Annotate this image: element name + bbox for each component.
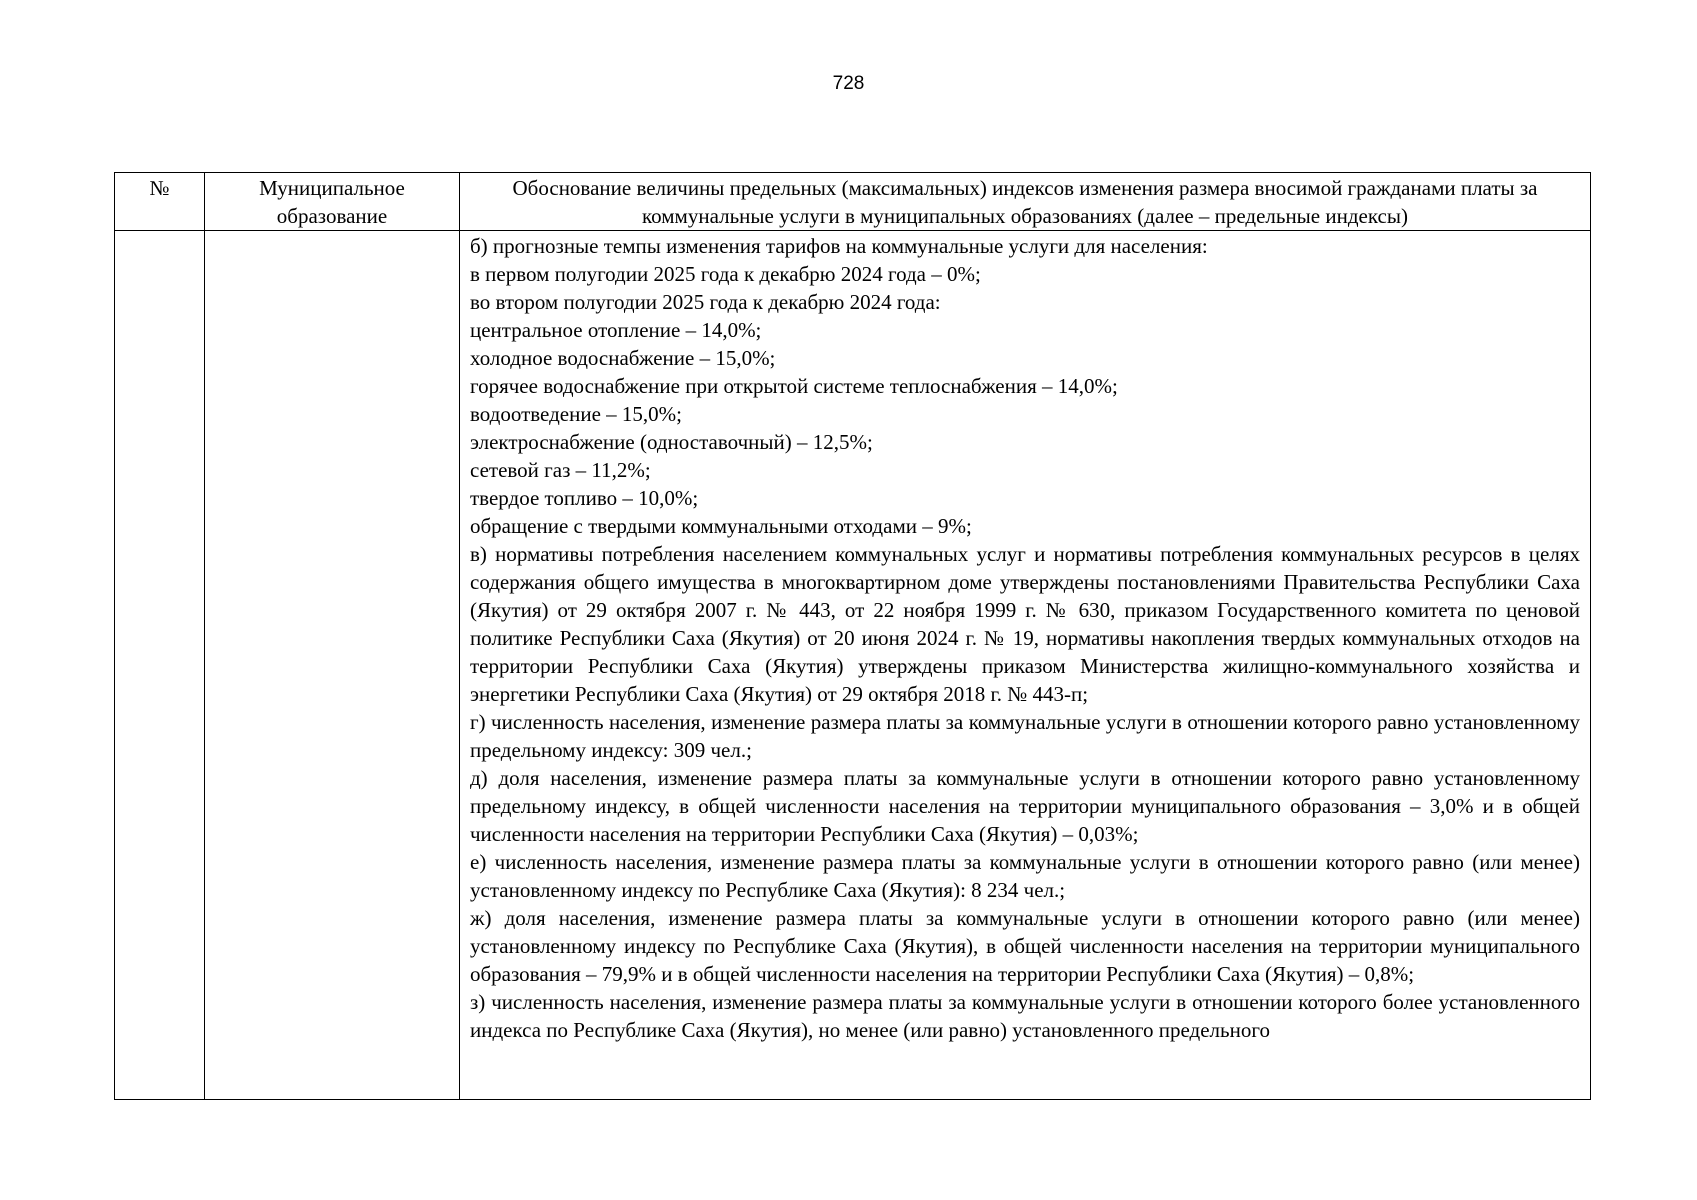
row-justification-cell bbox=[460, 231, 1591, 1100]
justification-table bbox=[114, 172, 1591, 1100]
header-number: № bbox=[115, 173, 205, 231]
table-row bbox=[115, 231, 1591, 1100]
paragraph-population-equal-limit: г) численность населения, изменение размера платы за коммунальные услуги в отношении которого равно установленному предельному индексу: 309 чел.; bbox=[470, 710, 1580, 762]
rate-electricity: электроснабжение (одноставочный) – 12,5%; bbox=[470, 430, 873, 454]
row-number-cell bbox=[115, 231, 205, 1100]
rate-network-gas: сетевой газ – 11,2%; bbox=[470, 458, 651, 482]
paragraph-share-equal-limit: д) доля населения, изменение размера платы за коммунальные услуги в отношении которого равно установленному предельному индексу, в общей численности населения на территории муниципального образования – 3,0% и в общей численности населения на территории Республики Саха (Якутия) – 0,03%; bbox=[470, 766, 1580, 846]
row-municipality-cell bbox=[205, 231, 460, 1100]
paragraph-share-regional-index: ж) доля населения, изменение размера платы за коммунальные услуги в отношении которого равно (или менее) установленному индексу по Республике Саха (Якутия), в общей численности населения на территории муниципального образования – 79,9% и в общей численности населения на территории Республики Саха (Якутия) – 0,8%; bbox=[470, 906, 1580, 986]
header-justification: Обоснование величины предельных (максимальных) индексов изменения размера вносимой гражданами платы за коммунальные услуги в муниципальных образованиях (далее – предельные индексы) bbox=[460, 173, 1591, 231]
paragraph-population-regional-index: е) численность населения, изменение размера платы за коммунальные услуги в отношении которого равно (или менее) установленному индексу по Республике Саха (Якутия): 8 234 чел.; bbox=[470, 850, 1580, 902]
forecast-rates-heading: б) прогнозные темпы изменения тарифов на коммунальные услуги для населения: bbox=[470, 234, 1208, 258]
rate-sewerage: водоотведение – 15,0%; bbox=[470, 402, 682, 426]
header-municipality: Муниципальное образование bbox=[205, 173, 460, 231]
forecast-second-half: во втором полугодии 2025 года к декабрю 2024 года: bbox=[470, 290, 941, 314]
rate-cold-water: холодное водоснабжение – 15,0%; bbox=[470, 346, 776, 370]
paragraph-consumption-norms: в) нормативы потребления населением коммунальных услуг и нормативы потребления коммунальных ресурсов в целях содержания общего имущества в многоквартирном доме утверждены постановлениями Правительства Республики Саха (Якутия) от 29 октября 2007 г. № 443, от 22 ноября 1999 г. № 630, приказом Государственного комитета по ценовой политике Республики Саха (Якутия) от 20 июня 2024 г. № 19, нормативы накопления твердых коммунальных отходов на территории Республики Саха (Якутия) утверждены приказом Министерства жилищно-коммунального хозяйства и энергетики Республики Саха (Якутия) от 29 октября 2018 г. № 443-п; bbox=[470, 542, 1580, 706]
rate-central-heating: центральное отопление – 14,0%; bbox=[470, 318, 762, 342]
table-header-row bbox=[115, 173, 1591, 231]
rate-solid-fuel: твердое топливо – 10,0%; bbox=[470, 486, 699, 510]
page-number: 728 bbox=[832, 73, 865, 94]
paragraph-population-above-index: з) численность населения, изменение размера платы за коммунальные услуги в отношении которого более установленного индекса по Республике Саха (Якутия), но менее (или равно) установленного предельного bbox=[470, 990, 1580, 1042]
rate-solid-waste: обращение с твердыми коммунальными отходами – 9%; bbox=[470, 514, 972, 538]
forecast-first-half: в первом полугодии 2025 года к декабрю 2024 года – 0%; bbox=[470, 262, 981, 286]
rate-hot-water: горячее водоснабжение при открытой системе теплоснабжения – 14,0%; bbox=[470, 374, 1118, 398]
